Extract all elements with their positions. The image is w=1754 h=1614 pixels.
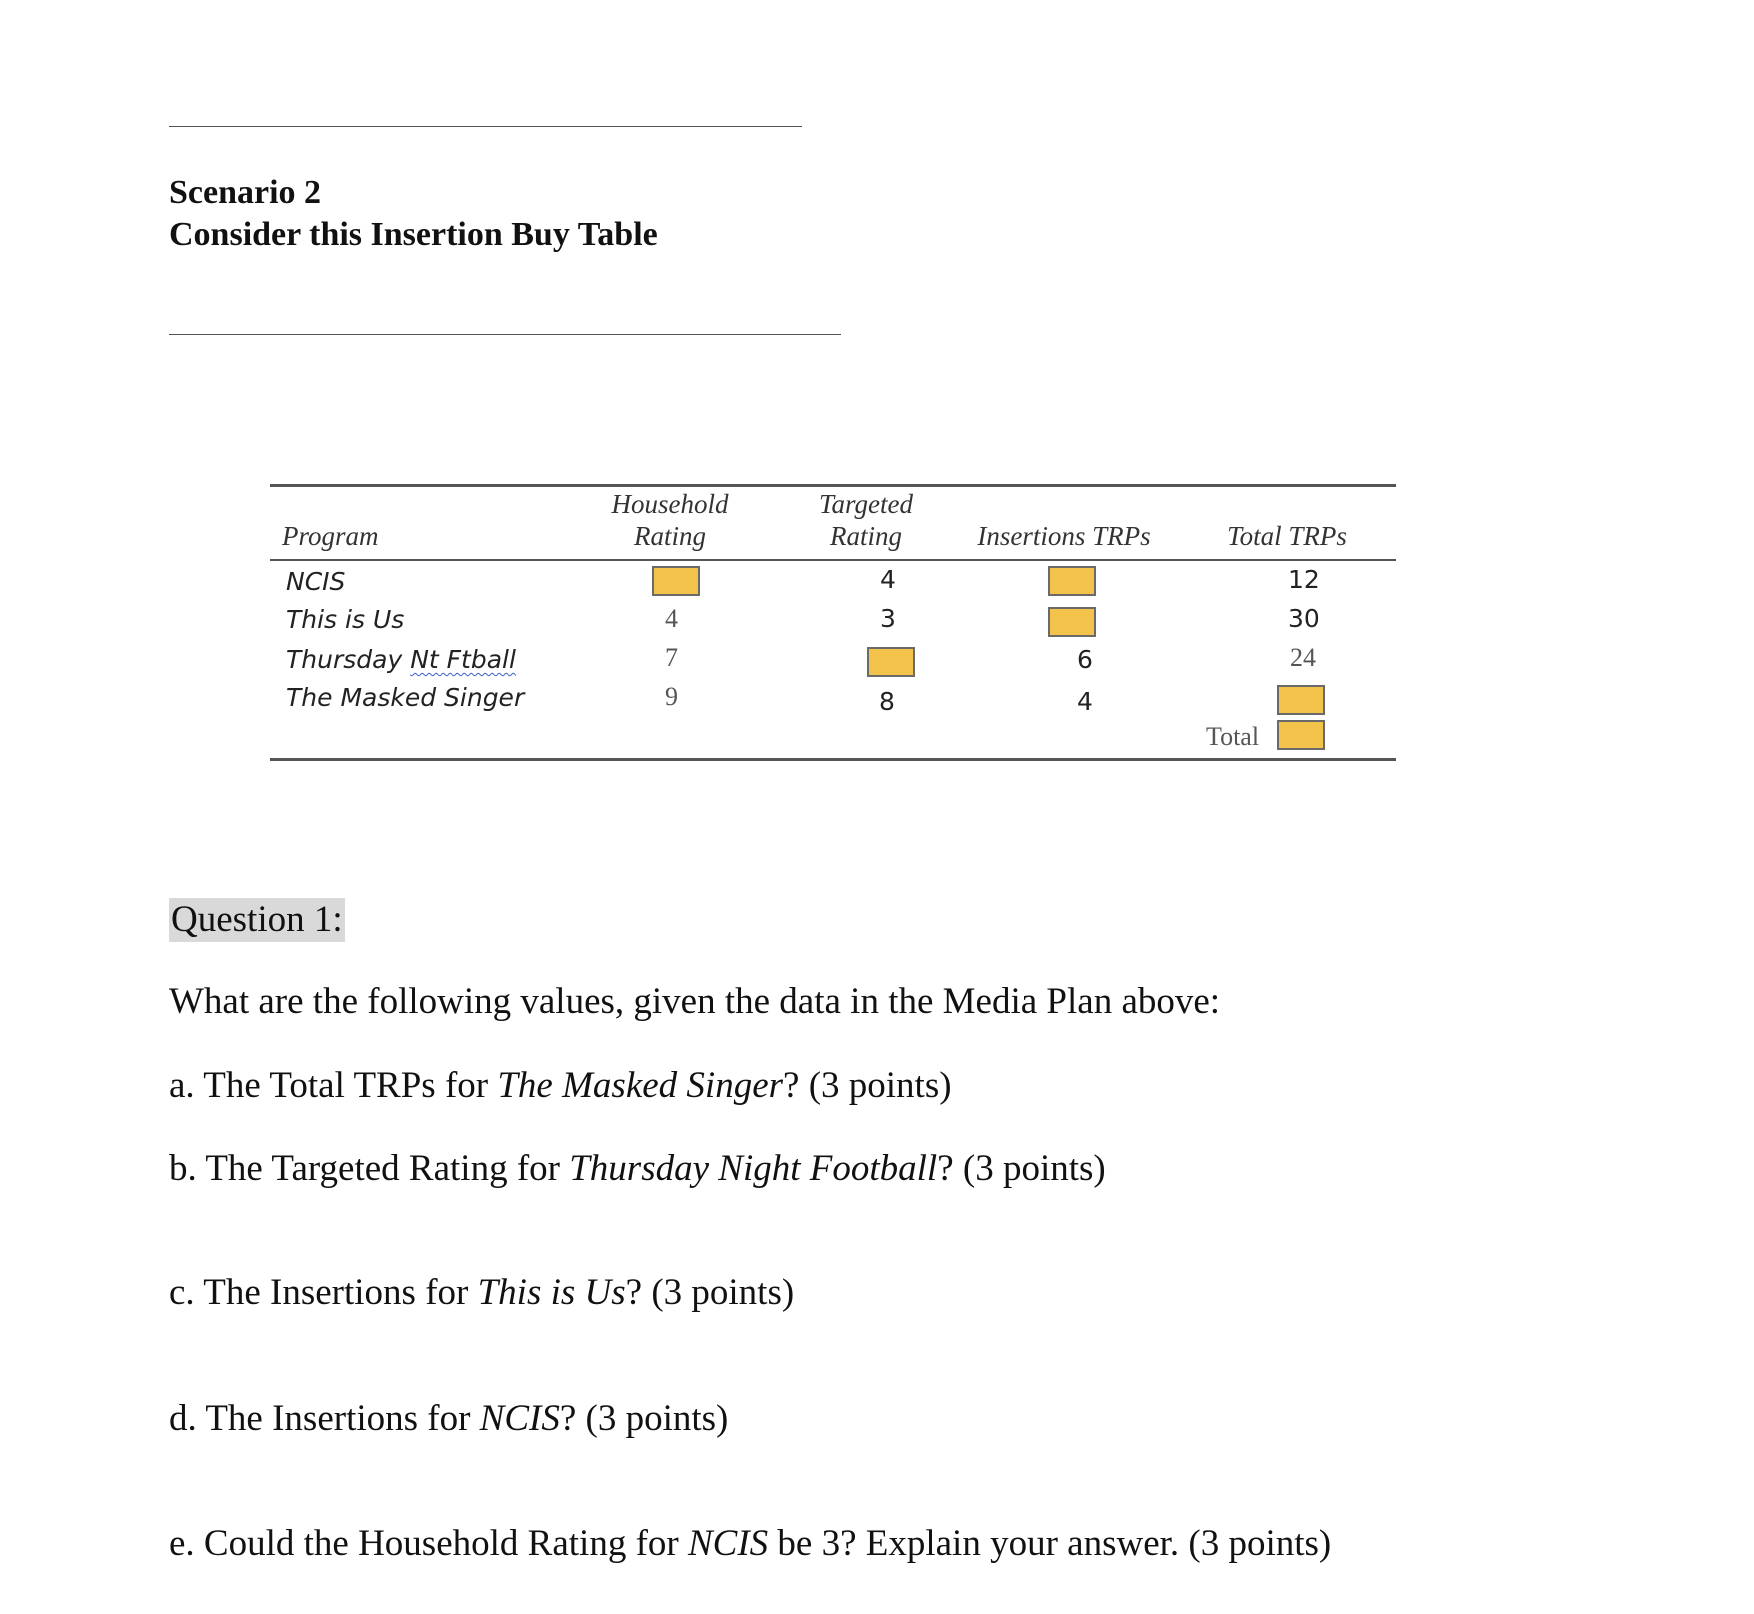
household-value: 9 — [665, 682, 678, 711]
insertions-value: 6 — [1077, 645, 1093, 674]
question-item-a — [169, 1064, 952, 1108]
col-header-targeted-line1: Targeted — [818, 489, 913, 519]
question-item-emph: Thursday Night Football — [569, 1148, 938, 1189]
col-header-household-line1: Household — [611, 489, 729, 519]
scenario-title: Scenario 2 — [169, 174, 322, 211]
question-item-e — [169, 1522, 1331, 1566]
blank-targeted-thursday — [867, 647, 915, 677]
col-header-targeted-line2: Rating — [830, 521, 902, 551]
col-header-household-line2: Rating — [634, 521, 706, 551]
question-label: Question 1: — [171, 899, 343, 940]
question-prompt: What are the following values, given the data in the Media Plan above: — [169, 981, 1221, 1022]
question-item-suffix: ? (3 points) — [625, 1272, 795, 1313]
section-rule — [169, 334, 841, 335]
question-item-prefix: e. Could the Household Rating for — [169, 1523, 688, 1564]
table-bottom-rule — [270, 758, 1396, 761]
question-item-b — [169, 1147, 1106, 1191]
total-value: 24 — [1290, 643, 1316, 672]
total-label: Total — [1206, 722, 1260, 751]
insertions-value: 4 — [1077, 687, 1093, 716]
question-item-prefix: c. The Insertions for — [169, 1272, 478, 1313]
question-item-suffix: ? (3 points) — [937, 1148, 1106, 1189]
col-header-total: Total TRPs — [1227, 521, 1347, 551]
question-item-emph: NCIS — [479, 1398, 560, 1439]
household-value: 4 — [665, 604, 678, 633]
top-rule — [169, 126, 802, 127]
question-item-c — [169, 1271, 794, 1315]
table-header-rule — [270, 559, 1396, 561]
total-value: 30 — [1288, 604, 1320, 633]
col-header-targeted — [802, 488, 930, 552]
question-item-prefix: a. The Total TRPs for — [169, 1065, 498, 1106]
total-value: 12 — [1288, 565, 1320, 594]
program-name: This is Us — [286, 605, 405, 634]
blank-insertions-ncis — [1048, 566, 1096, 596]
question-item-prefix: b. The Targeted Rating for — [169, 1148, 570, 1189]
program-name: NCIS — [286, 567, 346, 596]
question-item-prefix: d. The Insertions for — [169, 1398, 480, 1439]
blank-household-ncis — [652, 566, 700, 596]
household-value: 7 — [665, 643, 678, 672]
scenario-subtitle: Consider this Insertion Buy Table — [169, 216, 658, 253]
col-header-insertions: Insertions TRPs — [977, 521, 1151, 551]
blank-total-masked-singer — [1277, 685, 1325, 715]
col-header-program: Program — [282, 521, 379, 551]
targeted-value: 3 — [880, 604, 896, 633]
question-item-suffix: be 3? Explain your answer. (3 points) — [768, 1523, 1332, 1564]
col-header-household — [596, 488, 744, 552]
blank-insertions-this-is-us — [1048, 607, 1096, 637]
program-name-part2: Nt Ftball — [410, 645, 516, 674]
targeted-value: 4 — [880, 565, 896, 594]
question-item-d — [169, 1397, 728, 1441]
question-item-suffix: ? (3 points) — [559, 1398, 729, 1439]
question-item-emph: The Masked Singer — [497, 1065, 784, 1106]
targeted-value: 8 — [879, 687, 895, 716]
question-item-emph: This is Us — [477, 1272, 626, 1313]
question-item-suffix: ? (3 points) — [783, 1065, 952, 1106]
table-top-rule — [270, 484, 1396, 487]
blank-grand-total — [1277, 720, 1325, 750]
program-name — [286, 645, 516, 675]
question-item-emph: NCIS — [687, 1523, 769, 1564]
program-name-part1: Thursday — [286, 645, 411, 674]
program-name: The Masked Singer — [286, 683, 525, 712]
